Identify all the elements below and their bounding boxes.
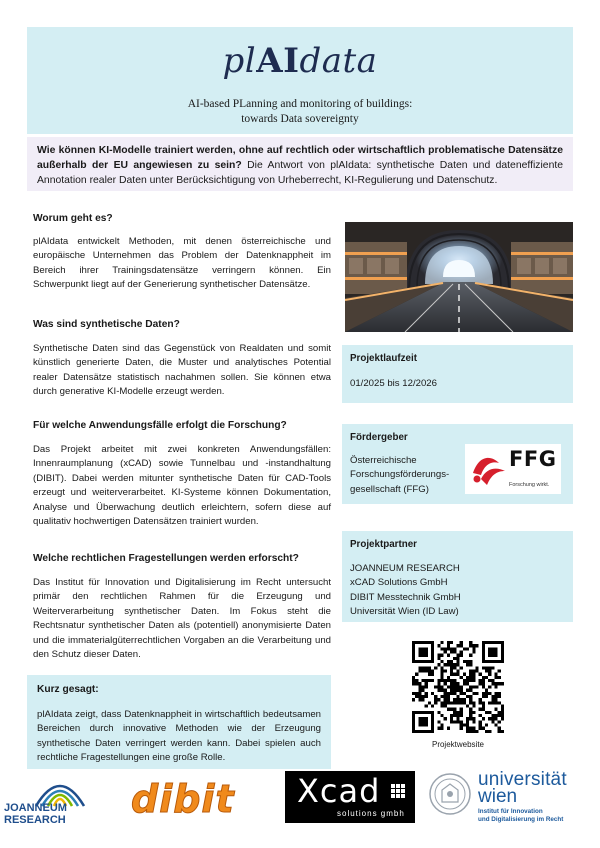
ffg-logo-text: FFG bbox=[509, 447, 557, 471]
partners-list bbox=[350, 562, 565, 620]
dibit-logo-text: dibit bbox=[131, 777, 235, 821]
partner-item: JOANNEUM RESEARCH bbox=[350, 562, 460, 574]
section-text: Synthetische Daten sind das Gegenstück von Realdaten und somit künstlich generierte Daten, die Muster und analytisches Potential realer Datensätze statistisch nachahmen sollen. Sie können etwa durch generative KI-Modelle erzeugt werden. bbox=[33, 342, 331, 397]
summary-box bbox=[27, 675, 331, 769]
xcad-logo bbox=[285, 771, 415, 823]
duration-heading: Projektlaufzeit bbox=[350, 353, 417, 364]
partner-item: xCAD Solutions GmbH bbox=[350, 577, 448, 588]
uni-wien-city: wien bbox=[478, 786, 518, 807]
joanneum-logo bbox=[4, 772, 124, 826]
xcad-grid-icon bbox=[391, 784, 405, 798]
partners-card bbox=[342, 531, 573, 622]
section-text: plAIdata entwickelt Methoden, mit denen österreichische und europäische Unternehmen das Problem der Datenknappheit im Bereich ihrer Trainingsdatensätze verringern können. Ein Schwerpunkt liegt auf der Generierung synthetischer Datensätze. bbox=[33, 235, 331, 290]
partner-item: DIBIT Messtechnik GmbH bbox=[350, 591, 461, 603]
qr-caption: Projektwebsite bbox=[431, 740, 485, 749]
summary-text: plAIdata zeigt, dass Datenknappheit in wirtschaftlich bedeutsamen Bereichen durch innovative Methoden wie der Erzeugung synthetische Daten verringert werden kann. Dabei spielen auch rechtliche Fragestellungen eine große Rolle. bbox=[37, 708, 321, 763]
qr-code[interactable] bbox=[412, 641, 504, 733]
uni-wien-seal-icon bbox=[428, 772, 472, 816]
section-heading: Für welche Anwendungsfälle erfolgt die Forschung? bbox=[33, 420, 287, 431]
section-anwendungsfaelle bbox=[33, 419, 331, 530]
section-heading: Welche rechtlichen Fragestellungen werden erforscht? bbox=[33, 553, 299, 564]
uni-wien-logo bbox=[428, 770, 594, 826]
joanneum-logo-text: JOANNEUM RESEARCH bbox=[4, 802, 67, 826]
project-subtitle: AI-based PLanning and monitoring of buildings: towards Data sovereignty bbox=[187, 98, 413, 125]
partner-item: Universität Wien (ID Law) bbox=[350, 606, 459, 617]
tunnel-image bbox=[345, 222, 573, 332]
intro-answer: Die Antwort von plAIdata: synthetische Daten und dateneffiziente Annotation realer Daten unter Berücksichtigung von Urheberrecht, KI-Regulierung und Datenschutz. bbox=[37, 160, 564, 186]
title-banner bbox=[27, 27, 573, 134]
section-synthetische-daten bbox=[33, 318, 331, 400]
section-text: Das Institut für Innovation und Digitalisierung im Recht untersucht primär den rechtlichen Rahmen für die Erzeugung und Weiterverarbeitung synthetischer Daten. Im Fokus steht die Rechtsnatur synthetischer Daten als (potentiell) anonymisierte Daten und die immaterialgüterrechtlichen Vorgaben an die Verarbeitung und den Schutz dieser Daten. bbox=[33, 576, 331, 660]
partner-logos bbox=[0, 766, 600, 826]
section-heading: Worum geht es? bbox=[33, 213, 113, 224]
funding-text: Österreichische Forschungsförderungs- gesellschaft (FFG) bbox=[350, 454, 450, 495]
ffg-swoosh-icon bbox=[469, 449, 509, 489]
uni-wien-institute: Institut für Innovation und Digitalisierung im Recht bbox=[478, 808, 564, 823]
section-worum bbox=[33, 212, 331, 293]
xcad-tagline: solutions gmbh bbox=[337, 809, 405, 818]
section-heading: Was sind synthetische Daten? bbox=[33, 319, 180, 330]
summary-heading: Kurz gesagt: bbox=[37, 684, 99, 695]
funding-heading: Fördergeber bbox=[350, 432, 408, 443]
duration-value: 01/2025 bis 12/2026 bbox=[350, 377, 437, 389]
ffg-tagline: Forschung wirkt. bbox=[509, 482, 550, 488]
section-text: Das Projekt arbeitet mit zwei konkreten Anwendungsfällen: Innenraumplanung (xCAD) sowie Tunnelbau und -instandhaltung (DIBIT). Dabei werden mitunter synthetische Daten für CAD-Tools erzeugt und weiterverarbeitet. KI-Systeme können Dokumentation, Analyse und Überwachung deutlich erleichtern, sofern diese auf qualitativ hochwertigen Datensätzen trainiert wurden. bbox=[33, 443, 331, 527]
xcad-logo-text: Xcad bbox=[297, 772, 381, 810]
uni-wien-name: universität bbox=[478, 769, 567, 790]
intro-box bbox=[27, 137, 573, 191]
project-title: plAIdata bbox=[222, 41, 378, 81]
section-rechtliche-fragen bbox=[33, 552, 331, 663]
funding-card bbox=[342, 424, 573, 504]
partners-heading: Projektpartner bbox=[350, 539, 417, 550]
qr-code-icon bbox=[412, 641, 504, 733]
intro-question: Wie können KI-Modelle trainiert werden, ohne auf rechtlich oder wirtschaftlich problematische Datensätze außerhalb der EU angewiesen zu sein? bbox=[37, 145, 563, 171]
ffg-logo bbox=[465, 444, 561, 494]
duration-card bbox=[342, 345, 573, 403]
dibit-logo bbox=[131, 777, 273, 821]
